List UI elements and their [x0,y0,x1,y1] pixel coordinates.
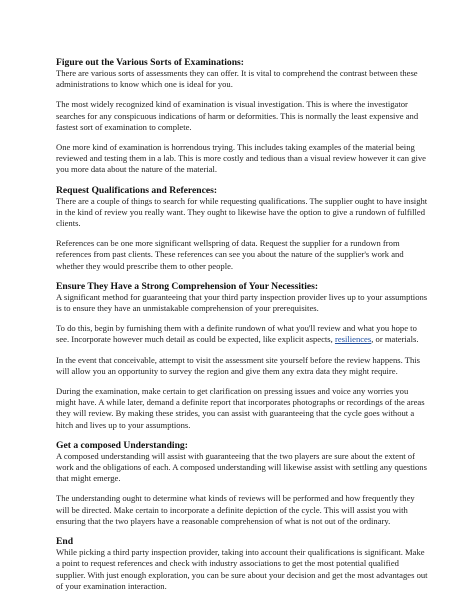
paragraph-text: , or materials. [371,334,419,345]
paragraph: One more kind of examination is horrendous trying. This includes taking examples of the material being reviewed and testing them in a lab. This is more costly and tedious than a visual review however it can give you more data about the nature of the material. [56,142,426,175]
paragraph-text: To do this, begin by furnishing them with a definite rundown of what you'll review and what you hope to see. Incorporate however much detail as could be expected, like explicit aspects, [56,323,417,345]
paragraph: References can be one more significant wellspring of data. Request the supplier for a rundown from references from past clients. These references can see you about the nature of the supplier's work and whether they would prescribe them to other people. [56,238,404,271]
section-examinations [56,57,428,176]
section-understanding [56,440,428,527]
paragraph: There are a couple of things to search for while requesting qualifications. The supplier ought to have insight in the kind of review you really want. They ought to likewise have the option to give a rundown of fulfilled clients. [56,195,428,229]
document-page [56,57,428,601]
section-heading: Request Qualifications and References: [56,184,218,196]
resiliences-link[interactable]: resiliences [334,334,372,345]
paragraph: During the examination, make certain to get clarification on pressing issues and voice any worries you might have. A while later, demand a definite report that incorporates photographs or recordings of the areas they will review. By making these strides, you can assist with guaranteeing that the cycle goes without a hitch and lives up to your assumptions. [56,386,425,430]
paragraph: In the event that conceivable, attempt to visit the assessment site yourself before the review happens. This will allow you an opportunity to survey the region and give them any extra data they might require. [56,354,421,376]
paragraph: A composed understanding will assist with guaranteeing that the two players are sure about the extent of work and the obligations of each. A composed understanding will likewise assist with settling any questions that might emerge. [56,450,427,484]
section-end [56,536,428,592]
paragraph: The understanding ought to determine what kinds of reviews will be performed and how frequently they will be directed. Make certain to incorporate a definite depiction of the cycle. This will assist you with ensuring that the two players have a reasonable comprehension of what is not out of the ordinary. [56,493,415,526]
paragraph: The most widely recognized kind of examination is visual investigation. This is where the investigator searches for any conspicuous indications of harm or deformities. This is normally the least expensive and fastest sort of examination to complete. [56,99,419,132]
paragraph: There are various sorts of assessments they can offer. It is vital to comprehend the contrast between these administrations to know which one is ideal for you. [56,68,418,90]
paragraph-with-link [56,323,428,345]
section-qualifications [56,185,428,272]
section-heading: End [56,536,74,548]
section-heading: Get a composed Understanding: [56,439,188,451]
section-heading: Figure out the Various Sorts of Examinations: [56,57,244,68]
section-heading: Ensure They Have a Strong Comprehension of Your Necessities: [56,280,319,292]
paragraph: While picking a third party inspection provider, taking into account their qualifications is significant. Make a point to request references and check with industry associations to get the most potential qualified supplier. With just enough exploration, you can be sure about your decision and get the most advantages out of your examination interaction. [56,547,428,591]
paragraph: A significant method for guaranteeing that your third party inspection provider lives up to your assumptions is to ensure they have an unmistakable comprehension of your prerequisites. [56,291,428,314]
section-necessities [56,281,428,431]
